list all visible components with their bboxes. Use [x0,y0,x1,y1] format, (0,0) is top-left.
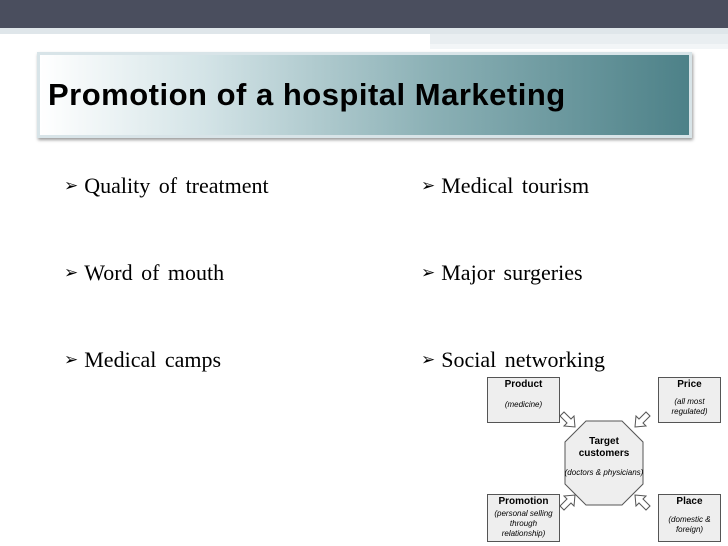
banner-stripe [430,44,728,49]
bullet-item: ➢ Social networking [421,347,605,372]
title-box [37,52,692,138]
bullet-item: ➢ Word of mouth [64,260,225,285]
bullet-item: ➢ Quality of treatment [64,173,269,198]
promotion-box: Promotion (personal selling through relationship) [487,494,560,542]
slide-title: Promotion of a hospital Marketing [48,77,566,112]
bullet-item: ➢ Medical camps [64,347,222,372]
bullet-item: ➢ Medical tourism [421,173,590,198]
arrow-bullet-icon: ➢ [64,176,79,196]
arrow-icon [558,492,578,512]
product-box: Product (medicine) [487,377,560,423]
marketing-mix-diagram [480,370,728,546]
top-banner [0,0,728,28]
arrow-bullet-icon: ➢ [421,176,436,196]
arrow-bullet-icon: ➢ [64,263,79,283]
place-box: Place (domestic & foreign) [658,494,721,542]
bullet-item: ➢ Major surgeries [421,260,583,285]
arrow-icon [632,410,652,430]
arrow-bullet-icon: ➢ [421,263,436,283]
arrow-icon [558,410,578,430]
arrow-bullet-icon: ➢ [64,350,79,370]
price-box: Price (all most regulated) [658,377,721,423]
target-customers-label: Target customers (doctors & physicians) [564,436,644,477]
banner-stripe [430,34,728,44]
arrow-bullet-icon: ➢ [421,350,436,370]
arrow-icon [632,492,652,512]
